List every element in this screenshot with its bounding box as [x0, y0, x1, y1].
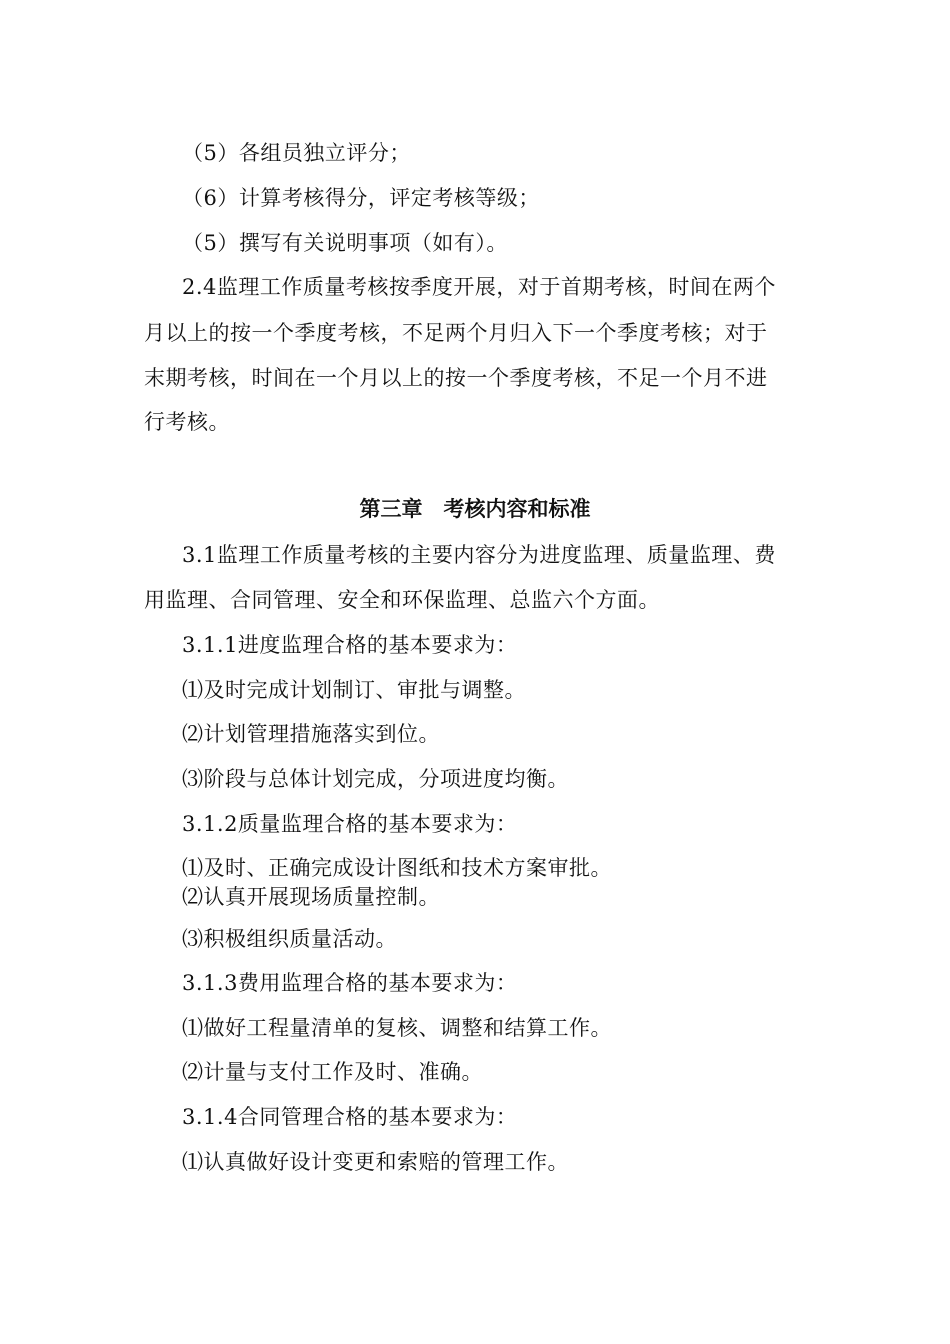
paragraph-line: 3.1监理工作质量考核的主要内容分为进度监理、质量监理、费: [182, 543, 776, 567]
paragraph-line: 末期考核，时间在一个月以上的按一个季度考核，不足一个月不进: [144, 366, 768, 390]
list-item: ⑵计量与支付工作及时、准确。: [182, 1060, 483, 1084]
paragraph-line: 月以上的按一个季度考核，不足两个月归入下一个季度考核；对于: [144, 321, 768, 345]
section-heading: 3.1.1进度监理合格的基本要求为：: [182, 633, 518, 657]
list-item: （6）计算考核得分，评定考核等级；: [182, 186, 540, 210]
list-item: ⑵计划管理措施落实到位。: [182, 722, 440, 746]
list-item: （5）各组员独立评分；: [182, 141, 411, 165]
paragraph-line: 2.4监理工作质量考核按季度开展，对于首期考核，时间在两个: [182, 275, 776, 299]
paragraph-line: 行考核。: [144, 410, 230, 434]
section-heading: 3.1.4合同管理合格的基本要求为：: [182, 1105, 518, 1129]
list-item: ⑴及时完成计划制订、审批与调整。: [182, 678, 526, 702]
list-item: ⑴及时、正确完成设计图纸和技术方案审批。: [182, 856, 612, 880]
list-item: ⑶阶段与总体计划完成，分项进度均衡。: [182, 767, 569, 791]
section-heading: 3.1.2质量监理合格的基本要求为：: [182, 812, 518, 836]
chapter-heading: 第三章 考核内容和标准: [359, 497, 591, 521]
section-heading: 3.1.3费用监理合格的基本要求为：: [182, 971, 518, 995]
list-item: ⑴做好工程量清单的复核、调整和结算工作。: [182, 1016, 612, 1040]
list-item: ⑵认真开展现场质量控制。: [182, 885, 440, 909]
list-item: ⑴认真做好设计变更和索赔的管理工作。: [182, 1150, 569, 1174]
list-item: ⑶积极组织质量活动。: [182, 927, 397, 951]
list-item: （5）撰写有关说明事项（如有）。: [182, 231, 508, 255]
paragraph-line: 用监理、合同管理、安全和环保监理、总监六个方面。: [144, 588, 660, 612]
